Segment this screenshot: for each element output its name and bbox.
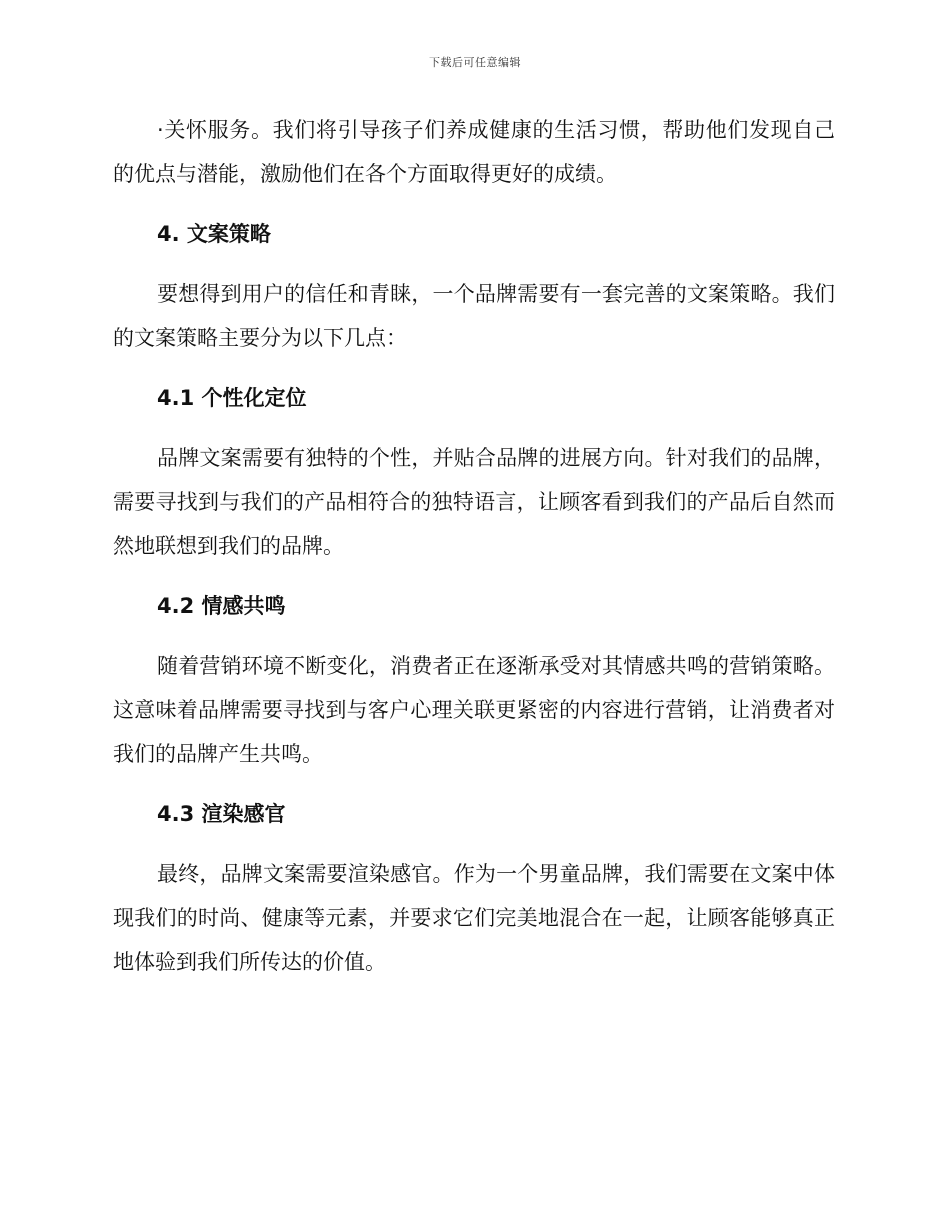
subheading-personalized-positioning: 4.1 个性化定位 <box>157 386 307 410</box>
paragraph-copy-strategy-intro: 要想得到用户的信任和青睐，一个品牌需要有一套完善的文案策略。我们的文案策略主要分为以下几点： <box>113 282 835 350</box>
paragraph-care-service: ·关怀服务。我们将引导孩子们养成健康的生活习惯，帮助他们发现自己的优点与潜能，激励他们在各个方面取得更好的成绩。 <box>113 118 835 186</box>
subheading-sensory-rendering: 4.3 渲染感官 <box>157 802 286 826</box>
paragraph-sensory-rendering: 最终，品牌文案需要渲染感官。作为一个男童品牌，我们需要在文案中体现我们的时尚、健康等元素，并要求它们完美地混合在一起，让顾客能够真正地体验到我们所传达的价值。 <box>113 862 835 974</box>
document-body <box>113 108 835 984</box>
paragraph-emotional-resonance: 随着营销环境不断变化，消费者正在逐渐承受对其情感共鸣的营销策略。这意味着品牌需要寻找到与客户心理关联更紧密的内容进行营销，让消费者对我们的品牌产生共鸣。 <box>113 654 835 766</box>
paragraph-personalized-positioning: 品牌文案需要有独特的个性，并贴合品牌的进展方向。针对我们的品牌，需要寻找到与我们的产品相符合的独特语言，让顾客看到我们的产品后自然而然地联想到我们的品牌。 <box>113 446 835 558</box>
subheading-emotional-resonance: 4.2 情感共鸣 <box>157 594 286 618</box>
section-heading-copy-strategy: 4. 文案策略 <box>157 222 271 246</box>
page-header-note: 下载后可任意编辑 <box>429 56 521 69</box>
